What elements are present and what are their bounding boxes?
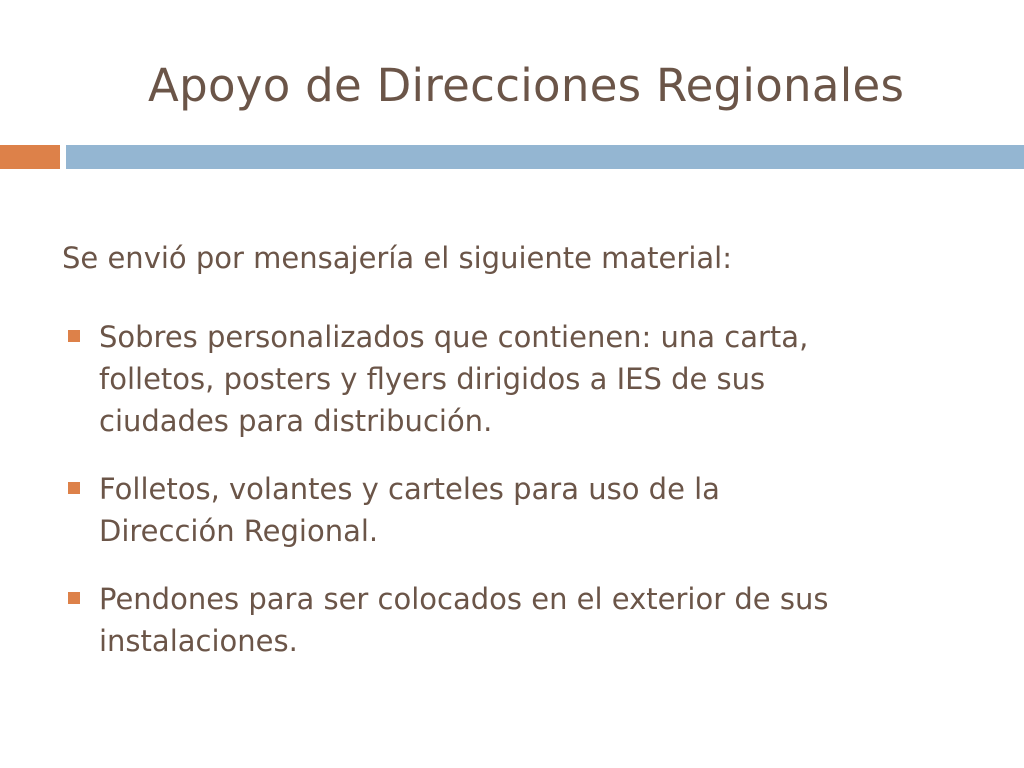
- list-item: [62, 468, 969, 552]
- accent-bar-blue: [66, 145, 1024, 169]
- bullet-text: Pendones para ser colocados en el exterior de sus instalaciones.: [99, 582, 829, 658]
- intro-text: Se envió por mensajería el siguiente material:: [62, 241, 732, 275]
- list-item: [62, 578, 969, 662]
- bullet-text: Folletos, volantes y carteles para uso de la Dirección Regional.: [99, 472, 720, 548]
- slide-title: Apoyo de Direcciones Regionales: [148, 59, 905, 112]
- accent-bar-orange: [0, 145, 60, 169]
- square-bullet-icon: [68, 482, 80, 494]
- bullet-text: Sobres personalizados que contienen: una carta, folletos, posters y flyers dirigidos a IES de sus ciudades para distribución.: [99, 320, 809, 438]
- square-bullet-icon: [68, 330, 80, 342]
- square-bullet-icon: [68, 592, 80, 604]
- slide-content: [62, 238, 962, 688]
- bullet-list: [62, 316, 962, 662]
- list-item: [62, 316, 969, 442]
